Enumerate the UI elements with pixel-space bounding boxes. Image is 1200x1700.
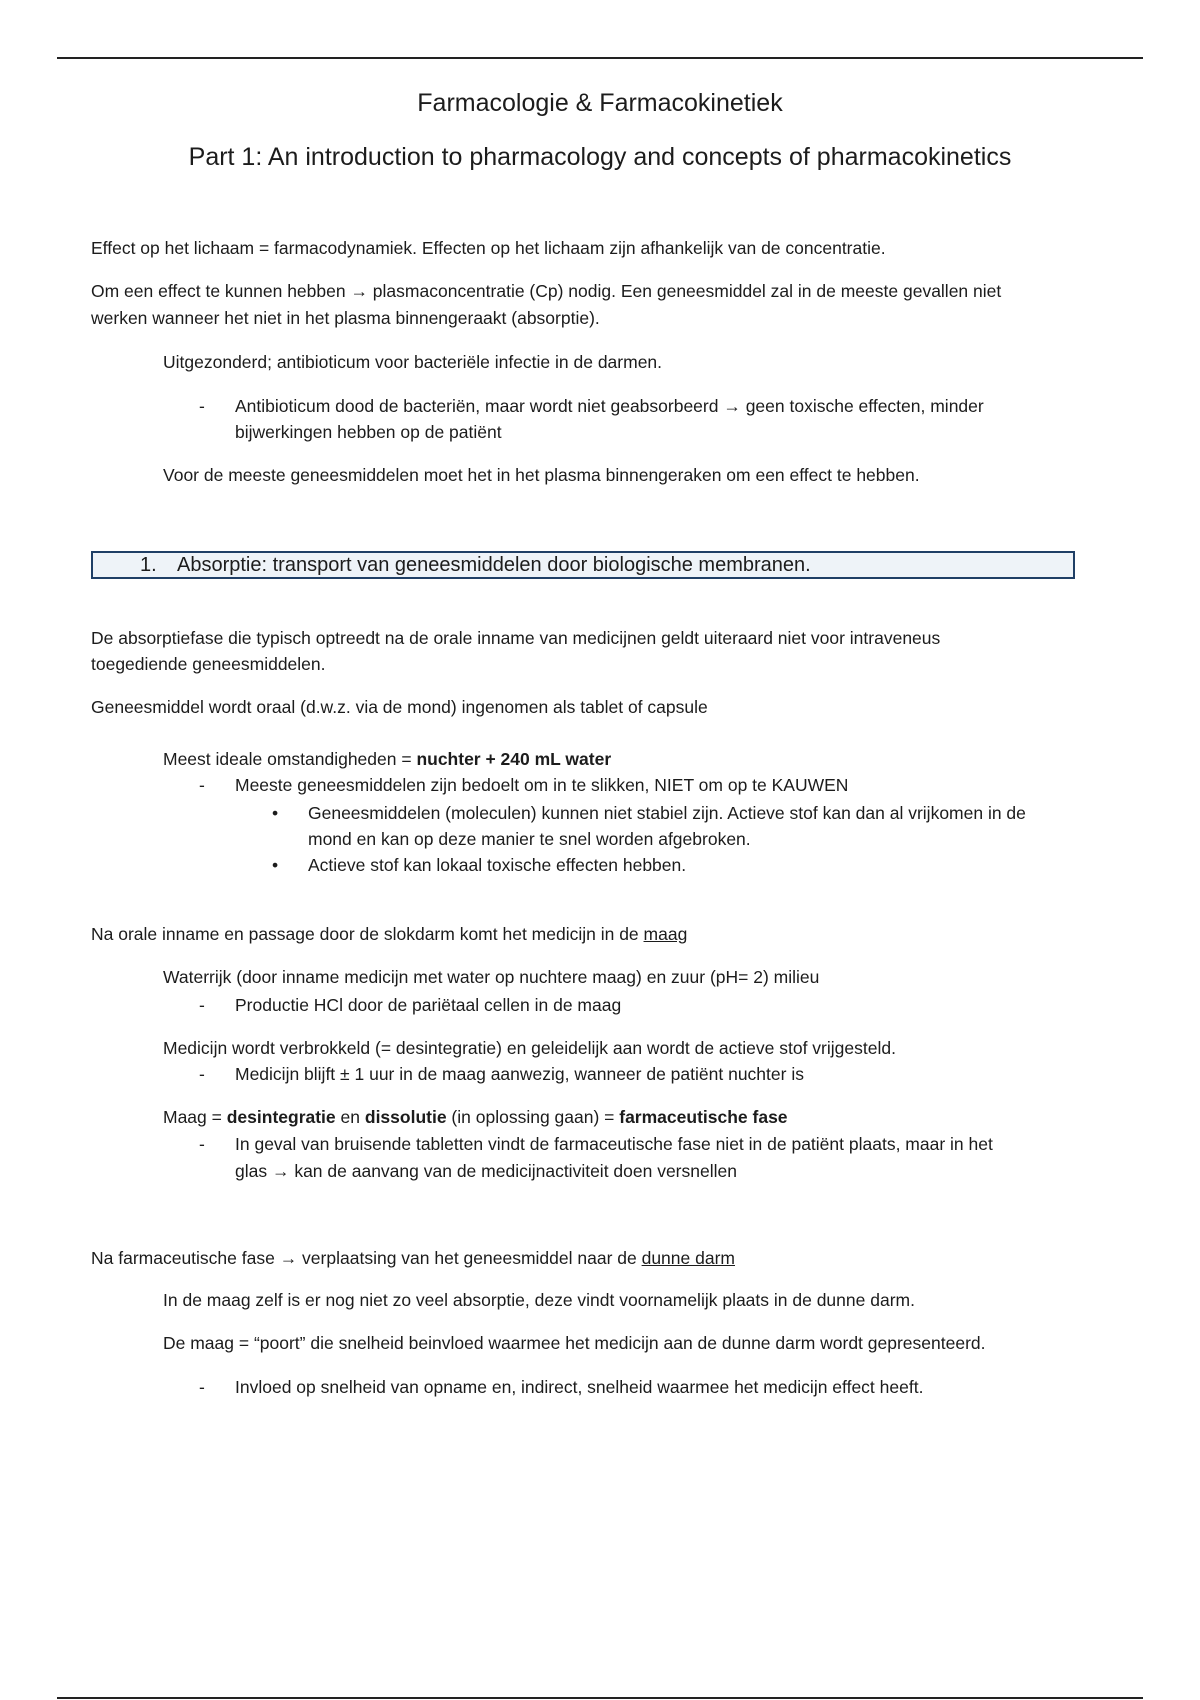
bullet-marker: •: [272, 855, 279, 875]
phase-text-e: (in oplossing gaan) =: [446, 1107, 620, 1127]
phase-term-dissolution: dissolutie: [364, 1107, 447, 1127]
effervescent-dash-line-1: In geval van bruisende tabletten vindt de farmaceutische fase niet in de patiënt plaats, maar in het: [235, 1134, 993, 1154]
top-rule: [57, 57, 1143, 59]
dash-marker: -: [199, 1064, 205, 1084]
stomach-intro-text: Na orale inname en passage door de slokdarm komt het medicijn in de: [91, 924, 644, 944]
phase-text-c: en: [335, 1107, 365, 1127]
stomach-term: maag: [643, 924, 688, 944]
dash-marker: -: [199, 1377, 205, 1397]
phase-text-a: Maag =: [163, 1107, 227, 1127]
intro-paragraph-3: Voor de meeste geneesmiddelen moet het in het plasma binnengeraken om een effect te hebben.: [163, 465, 920, 485]
unstable-bullet-line-2: mond en kan op deze manier te snel worden afgebroken.: [308, 829, 751, 849]
small-intestine-intro-line: [91, 1245, 735, 1271]
antibiotic-dash-line-1: Antibioticum dood de bacteriën, maar wordt niet geabsorbeerd → geen toxische effecten, minder: [235, 396, 984, 416]
stomach-gate-line: De maag = “poort” die snelheid beinvloed waarmee het medicijn aan de dunne darm wordt gepresenteerd.: [163, 1333, 986, 1353]
ideal-conditions-label: Meest ideale omstandigheden =: [163, 749, 417, 769]
absorption-paragraph-line-1: De absorptiefase die typisch optreedt na de orale inname van medicijnen geldt uiteraard niet voor intraveneus: [91, 628, 941, 648]
water-rich-line: Waterrijk (door inname medicijn met water op nuchtere maag) en zuur (pH= 2) milieu: [163, 967, 820, 987]
disintegration-line: Medicijn wordt verbrokkeld (= desintegratie) en geleidelijk aan wordt de actieve stof vrijgesteld.: [163, 1038, 896, 1058]
document-title: Farmacologie & Farmacokinetiek: [417, 89, 783, 117]
ideal-conditions-value: nuchter + 240 mL water: [416, 749, 612, 769]
hcl-dash-line: Productie HCl door de pariëtaal cellen in de maag: [235, 995, 622, 1015]
absorption-location-line: In de maag zelf is er nog niet zo veel absorptie, deze vindt voornamelijk plaats in de dunne darm.: [163, 1290, 915, 1310]
swallow-dash-line: Meeste geneesmiddelen zijn bedoelt om in te slikken, NIET om op te KAUWEN: [235, 775, 849, 795]
intro-paragraph-2-line-1: Om een effect te kunnen hebben → plasmaconcentratie (Cp) nodig. Een geneesmiddel zal in de meeste gevallen niet: [91, 281, 1002, 301]
dash-marker: -: [199, 396, 205, 416]
dash-marker: -: [199, 995, 205, 1015]
small-intestine-intro-text: Na farmaceutische fase → verplaatsing van het geneesmiddel naar de: [91, 1248, 642, 1268]
stomach-intro-line: [91, 921, 687, 947]
dash-marker: -: [199, 775, 205, 795]
section-1-heading-box: [91, 551, 1075, 579]
section-1-heading: Absorptie: transport van geneesmiddelen door biologische membranen.: [177, 554, 811, 576]
section-1-number: 1.: [140, 554, 157, 576]
bullet-marker: •: [272, 803, 279, 823]
dash-marker: -: [199, 1134, 205, 1154]
one-hour-dash-line: Medicijn blijft ± 1 uur in de maag aanwezig, wanneer de patiënt nuchter is: [235, 1064, 804, 1084]
toxic-bullet-line: Actieve stof kan lokaal toxische effecten hebben.: [308, 855, 687, 875]
intro-paragraph-2-line-2: werken wanneer het niet in het plasma binnengeraakt (absorptie).: [91, 308, 600, 328]
intro-paragraph-1: Effect op het lichaam = farmacodynamiek. Effecten op het lichaam zijn afhankelijk van de concentratie.: [91, 238, 886, 258]
bottom-rule: [57, 1697, 1143, 1699]
document-subtitle: Part 1: An introduction to pharmacology and concepts of pharmacokinetics: [188, 143, 1012, 171]
small-intestine-term: dunne darm: [641, 1248, 735, 1268]
antibiotic-dash-line-2: bijwerkingen hebben op de patiënt: [235, 422, 502, 442]
absorption-paragraph-line-2: toegediende geneesmiddelen.: [91, 654, 326, 674]
effervescent-dash-line-2: glas → kan de aanvang van de medicijnactiviteit doen versnellen: [235, 1161, 737, 1181]
unstable-bullet-line-1: Geneesmiddelen (moleculen) kunnen niet stabiel zijn. Actieve stof kan dan al vrijkomen in de: [308, 803, 1026, 823]
phase-term-disintegration: desintegratie: [226, 1107, 336, 1127]
exception-line: Uitgezonderd; antibioticum voor bacteriële infectie in de darmen.: [163, 352, 663, 372]
oral-intake-line: Geneesmiddel wordt oraal (d.w.z. via de mond) ingenomen als tablet of capsule: [91, 697, 708, 717]
pharmaceutical-phase-line: [163, 1104, 788, 1130]
phase-term-pharmaceutical: farmaceutische fase: [619, 1107, 788, 1127]
ideal-conditions-line: [163, 746, 611, 772]
speed-dash-line: Invloed op snelheid van opname en, indirect, snelheid waarmee het medicijn effect heeft.: [235, 1377, 924, 1397]
